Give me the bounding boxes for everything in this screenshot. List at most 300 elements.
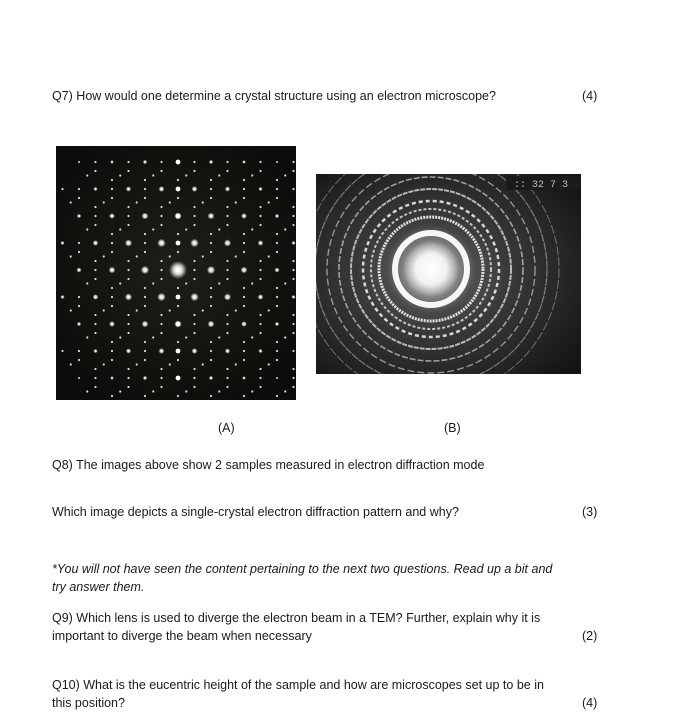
diffraction-spot-minor xyxy=(251,228,253,230)
diffraction-spot-minor xyxy=(177,359,179,361)
diffraction-spot-minor xyxy=(111,242,113,244)
diffraction-spot-minor xyxy=(292,269,294,271)
diffraction-spot-minor xyxy=(119,390,121,392)
diffraction-spot-minor xyxy=(177,233,179,235)
diffraction-spot-minor xyxy=(152,282,154,284)
diffraction-spot-minor xyxy=(94,278,96,280)
diffraction-spot-minor xyxy=(226,332,228,334)
diffraction-spot-minor xyxy=(103,255,105,257)
diffraction-spot-minor xyxy=(144,341,146,343)
diffraction-spot-minor xyxy=(193,269,195,271)
diffraction-spot-minor xyxy=(251,282,253,284)
diffraction-spot-minor xyxy=(210,197,212,199)
diffraction-spot-minor xyxy=(292,278,294,280)
diffraction-spot-minor xyxy=(243,188,245,190)
diffraction-spot-minor xyxy=(226,224,228,226)
diffraction-spot-minor xyxy=(218,174,220,176)
diffraction-spot-minor xyxy=(136,255,138,257)
diffraction-spot-minor xyxy=(160,377,162,379)
diffraction-spot-minor xyxy=(218,228,220,230)
diffraction-spot xyxy=(208,321,215,328)
diffraction-spot-minor xyxy=(86,390,88,392)
diffraction-spot-minor xyxy=(160,323,162,325)
diffraction-spot-minor xyxy=(210,251,212,253)
diffraction-spot-minor xyxy=(127,386,129,388)
diffraction-spot-minor xyxy=(160,206,162,208)
diffraction-spot xyxy=(209,376,213,380)
diffraction-spot-axis xyxy=(176,349,181,354)
diffraction-spot-minor xyxy=(210,395,212,397)
diffraction-spot xyxy=(125,239,132,246)
diffraction-spot xyxy=(142,321,149,328)
diffraction-spot-minor xyxy=(144,395,146,397)
diffraction-spot-minor xyxy=(210,179,212,181)
diffraction-spot-minor xyxy=(103,363,105,365)
diffraction-spot-minor xyxy=(193,170,195,172)
diffraction-spot-minor xyxy=(185,390,187,392)
diffraction-spot-minor xyxy=(177,287,179,289)
diffraction-spot-minor xyxy=(284,390,286,392)
diffraction-spot xyxy=(93,187,97,191)
diffraction-spot-minor xyxy=(152,390,154,392)
diffraction-spot-minor xyxy=(251,390,253,392)
diffraction-spot-minor xyxy=(94,332,96,334)
diffraction-spot xyxy=(159,186,165,192)
diffraction-spot-minor xyxy=(292,215,294,217)
diffraction-spot-minor xyxy=(259,215,261,217)
diffraction-spot-minor xyxy=(86,336,88,338)
diffraction-spot xyxy=(190,239,198,247)
diffraction-spot-minor xyxy=(193,215,195,217)
note-line-2: try answer them. xyxy=(52,580,145,594)
diffraction-spot-minor xyxy=(152,336,154,338)
diffraction-spot-minor xyxy=(193,323,195,325)
diffraction-spot xyxy=(109,321,115,327)
figure-a-caption: (A) xyxy=(218,421,235,435)
diffraction-spot xyxy=(225,348,230,353)
diffraction-spot-minor xyxy=(218,390,220,392)
diffraction-spot-minor xyxy=(136,201,138,203)
diffraction-spot-minor xyxy=(193,224,195,226)
diffraction-spot xyxy=(258,187,262,191)
diffraction-spot-minor xyxy=(127,314,129,316)
diffraction-spot-minor xyxy=(210,233,212,235)
diffraction-spot xyxy=(61,350,64,353)
diffraction-spot-minor xyxy=(119,174,121,176)
diffraction-spot xyxy=(292,188,295,191)
diffraction-spot-minor xyxy=(144,179,146,181)
diffraction-spot-minor xyxy=(193,260,195,262)
diffraction-spot xyxy=(157,239,165,247)
diffraction-spot-minor xyxy=(226,368,228,370)
diffraction-spot-minor xyxy=(177,197,179,199)
q7-marks: (4) xyxy=(582,89,598,103)
diffraction-spot-minor xyxy=(185,336,187,338)
diffraction-spot-minor xyxy=(210,305,212,307)
diffraction-spot-minor xyxy=(94,323,96,325)
diffraction-spot-minor xyxy=(243,341,245,343)
diffraction-spot xyxy=(76,267,81,272)
figure-b-ring-pattern xyxy=(316,174,581,374)
diffraction-spot-minor xyxy=(169,363,171,365)
diffraction-spot-minor xyxy=(111,350,113,352)
diffraction-spot-minor xyxy=(119,336,121,338)
diffraction-spot-minor xyxy=(235,255,237,257)
diffraction-spot-minor xyxy=(144,188,146,190)
diffraction-spot-minor xyxy=(86,174,88,176)
diffraction-spot-minor xyxy=(243,359,245,361)
diffraction-spot-minor xyxy=(218,336,220,338)
diffraction-spot-minor xyxy=(94,224,96,226)
diffraction-spot-minor xyxy=(226,161,228,163)
diffraction-spot-minor xyxy=(177,395,179,397)
diffraction-spot-minor xyxy=(235,201,237,203)
diffraction-spot-minor xyxy=(210,296,212,298)
q9-line-1: Q9) Which lens is used to diverge the electron beam in a TEM? Further, explain why it is xyxy=(52,611,541,625)
diffraction-spot-minor xyxy=(111,341,113,343)
diffraction-spot-minor xyxy=(226,377,228,379)
diffraction-spot-minor xyxy=(103,201,105,203)
diffraction-spot-minor xyxy=(160,314,162,316)
diffraction-spot-minor xyxy=(193,206,195,208)
diffraction-spot-minor xyxy=(226,215,228,217)
diffraction-spot xyxy=(190,293,198,301)
diffraction-spot-minor xyxy=(226,170,228,172)
q10-line-2: this position? xyxy=(52,696,125,710)
diffraction-spot xyxy=(258,294,264,300)
diffraction-spot-minor xyxy=(210,350,212,352)
diffraction-spot-minor xyxy=(243,233,245,235)
diffraction-spot-minor xyxy=(259,323,261,325)
diffraction-spot-minor xyxy=(160,368,162,370)
diffraction-spot-minor xyxy=(210,341,212,343)
diffraction-spot-minor xyxy=(94,215,96,217)
diffraction-spot-minor xyxy=(70,309,72,311)
diffraction-spot-minor xyxy=(292,260,294,262)
q9-line-2: important to diverge the beam when necessary xyxy=(52,629,312,643)
diffraction-spot-minor xyxy=(226,206,228,208)
diffraction-spot-minor xyxy=(111,233,113,235)
diffraction-spot-minor xyxy=(193,278,195,280)
diffraction-spot-minor xyxy=(259,260,261,262)
diffraction-spot-axis xyxy=(176,187,181,192)
diffraction-spot xyxy=(208,213,215,220)
diffraction-spot xyxy=(275,322,279,326)
diffraction-spot-minor xyxy=(160,224,162,226)
diffraction-spot-minor xyxy=(259,269,261,271)
diffraction-spot-axis xyxy=(176,241,181,246)
diffraction-spot-minor xyxy=(160,332,162,334)
diffraction-spot-minor xyxy=(268,309,270,311)
diffraction-spot-minor xyxy=(284,336,286,338)
diffraction-spot-minor xyxy=(243,305,245,307)
diffraction-spot-minor xyxy=(111,296,113,298)
diffraction-spot-minor xyxy=(127,215,129,217)
diffraction-spot-minor xyxy=(243,287,245,289)
diffraction-spot-minor xyxy=(144,350,146,352)
diffraction-spot-minor xyxy=(210,242,212,244)
diffraction-spot-minor xyxy=(284,282,286,284)
diffraction-spot-minor xyxy=(78,350,80,352)
diffraction-spot-minor xyxy=(160,215,162,217)
diffraction-spot-minor xyxy=(111,188,113,190)
diffraction-spot-minor xyxy=(226,314,228,316)
diffraction-spot-minor xyxy=(94,206,96,208)
diffraction-spot-minor xyxy=(78,197,80,199)
q9-marks: (2) xyxy=(582,629,598,643)
diffraction-spot-minor xyxy=(70,255,72,257)
diffraction-spot xyxy=(258,240,264,246)
diffraction-spot-minor xyxy=(276,359,278,361)
diffraction-spot xyxy=(77,214,81,218)
diffraction-spot-minor xyxy=(160,170,162,172)
diffraction-spot-minor xyxy=(193,368,195,370)
diffraction-spot-minor xyxy=(259,161,261,163)
diffraction-spot xyxy=(242,160,246,164)
diffraction-spot-minor xyxy=(111,305,113,307)
diffraction-spot xyxy=(157,293,165,301)
diffraction-spot xyxy=(143,160,147,164)
diffraction-spot-minor xyxy=(276,179,278,181)
diffraction-spot-minor xyxy=(94,260,96,262)
diffraction-spot-minor xyxy=(210,359,212,361)
diffraction-spot-minor xyxy=(284,228,286,230)
diffraction-spot-axis xyxy=(176,214,181,219)
diffraction-spot xyxy=(276,161,279,164)
diffraction-spot-minor xyxy=(86,282,88,284)
diffraction-spot-minor xyxy=(111,287,113,289)
diffraction-spot xyxy=(209,160,213,164)
diffraction-spot-axis xyxy=(176,268,181,273)
note-line-1: *You will not have seen the content pertaining to the next two questions. Read up a bit and xyxy=(52,562,553,576)
diffraction-spot-minor xyxy=(127,161,129,163)
diffraction-spot-minor xyxy=(94,386,96,388)
diffraction-spot xyxy=(225,186,230,191)
diffraction-spot-minor xyxy=(94,161,96,163)
diffraction-spot-minor xyxy=(226,260,228,262)
diffraction-spot-minor xyxy=(177,179,179,181)
diffraction-spot-minor xyxy=(226,386,228,388)
diffraction-spot-minor xyxy=(276,233,278,235)
diffraction-spot-minor xyxy=(292,170,294,172)
diffraction-spot-minor xyxy=(152,228,154,230)
diffraction-spot-minor xyxy=(86,228,88,230)
diffraction-spot-minor xyxy=(276,350,278,352)
diffraction-spot-minor xyxy=(160,278,162,280)
diffraction-spot-minor xyxy=(259,278,261,280)
diffraction-spot xyxy=(60,241,64,245)
diffraction-spot-minor xyxy=(193,386,195,388)
diffraction-spot xyxy=(125,293,132,300)
diffraction-spot-minor xyxy=(152,174,154,176)
diffraction-spot-minor xyxy=(136,363,138,365)
diffraction-spot-minor xyxy=(276,287,278,289)
diffraction-spot-minor xyxy=(70,201,72,203)
diffraction-spot xyxy=(192,186,198,192)
diffraction-spot xyxy=(192,348,198,354)
diffraction-spot-minor xyxy=(160,161,162,163)
diffraction-spot xyxy=(241,213,247,219)
diffraction-spot-minor xyxy=(259,386,261,388)
diffraction-spot-minor xyxy=(210,287,212,289)
diffraction-spot-minor xyxy=(243,296,245,298)
diffraction-spot xyxy=(224,293,231,300)
diffraction-spot xyxy=(77,322,81,326)
diffraction-spot-minor xyxy=(144,305,146,307)
diffraction-spot-minor xyxy=(144,242,146,244)
diffraction-spot-minor xyxy=(185,174,187,176)
diffraction-spot-minor xyxy=(94,269,96,271)
diffraction-spot-minor xyxy=(94,377,96,379)
diffraction-spot-minor xyxy=(202,363,204,365)
diffraction-spot-minor xyxy=(276,341,278,343)
diffraction-spot xyxy=(143,376,147,380)
diffraction-spot-minor xyxy=(144,197,146,199)
diffraction-spot-minor xyxy=(94,170,96,172)
diffraction-spot-minor xyxy=(259,206,261,208)
diffraction-spot-minor xyxy=(127,224,129,226)
diffraction-spot-minor xyxy=(268,201,270,203)
diffraction-spot xyxy=(93,294,99,300)
diffraction-spot-minor xyxy=(268,255,270,257)
diffraction-spot-minor xyxy=(243,251,245,253)
diffraction-spot xyxy=(275,214,279,218)
q7-text: Q7) How would one determine a crystal structure using an electron microscope? xyxy=(52,89,496,103)
diffraction-spot-minor xyxy=(177,341,179,343)
diffraction-spot-minor xyxy=(226,323,228,325)
diffraction-spot-minor xyxy=(160,386,162,388)
diffraction-spot-minor xyxy=(218,282,220,284)
diffraction-spot xyxy=(141,266,149,274)
figure-b-caption: (B) xyxy=(444,421,461,435)
diffraction-spot xyxy=(93,349,97,353)
diffraction-spot-minor xyxy=(78,305,80,307)
diffraction-spot-minor xyxy=(259,170,261,172)
diffraction-spot-minor xyxy=(243,242,245,244)
diffraction-spot-minor xyxy=(202,255,204,257)
diffraction-spot-minor xyxy=(276,395,278,397)
diffraction-spot-minor xyxy=(292,161,294,163)
diffraction-spot-minor xyxy=(111,197,113,199)
diffraction-spot-minor xyxy=(111,359,113,361)
diffraction-spot xyxy=(126,186,131,191)
diffraction-spot xyxy=(241,321,247,327)
diffraction-spot xyxy=(274,267,279,272)
diffraction-spot-minor xyxy=(119,282,121,284)
diffraction-spot-minor xyxy=(235,309,237,311)
diffraction-spot-minor xyxy=(193,314,195,316)
diffraction-spot xyxy=(61,188,64,191)
diffraction-spot xyxy=(110,376,114,380)
diffraction-spot-minor xyxy=(177,305,179,307)
diffraction-spot-minor xyxy=(292,368,294,370)
diffraction-spot-minor xyxy=(127,377,129,379)
diffraction-spot xyxy=(109,213,115,219)
diffraction-spot-minor xyxy=(276,305,278,307)
diffraction-spot xyxy=(276,377,279,380)
diffraction-spot-minor xyxy=(144,359,146,361)
diffraction-spot-minor xyxy=(127,260,129,262)
diffraction-spot-minor xyxy=(78,296,80,298)
diffraction-spot-minor xyxy=(169,255,171,257)
diffraction-spot-minor xyxy=(259,368,261,370)
diffraction-spot-minor xyxy=(160,269,162,271)
diffraction-spot-minor xyxy=(136,309,138,311)
figure-a-spot-pattern xyxy=(56,146,296,400)
diffraction-spot-minor xyxy=(127,170,129,172)
diffraction-spot-minor xyxy=(78,188,80,190)
diffraction-spot xyxy=(78,377,81,380)
diffraction-spot-minor xyxy=(94,368,96,370)
diffraction-spot-minor xyxy=(193,332,195,334)
diffraction-spot-minor xyxy=(276,197,278,199)
diffraction-spot xyxy=(207,266,215,274)
diffraction-spot-minor xyxy=(127,206,129,208)
diffraction-spot xyxy=(292,350,295,353)
diffraction-spot xyxy=(242,376,246,380)
diffraction-spot-minor xyxy=(235,363,237,365)
diffraction-spot-minor xyxy=(169,309,171,311)
diffraction-spot-axis xyxy=(176,160,181,165)
diffraction-spot xyxy=(142,213,149,220)
diffraction-spot xyxy=(60,295,64,299)
diffraction-spot-minor xyxy=(243,350,245,352)
diffraction-spot-minor xyxy=(193,161,195,163)
diffraction-spot-minor xyxy=(169,201,171,203)
diffraction-spot-minor xyxy=(268,363,270,365)
diffraction-spot-minor xyxy=(292,314,294,316)
diffraction-spot-minor xyxy=(144,233,146,235)
diffraction-spot-minor xyxy=(127,332,129,334)
diffraction-spot-minor xyxy=(185,228,187,230)
diffraction-spot-minor xyxy=(210,188,212,190)
diffraction-spot xyxy=(126,348,131,353)
diffraction-spot xyxy=(78,161,81,164)
diffraction-spot-minor xyxy=(144,287,146,289)
diffraction-spot-minor xyxy=(251,174,253,176)
diffraction-spot-minor xyxy=(202,309,204,311)
diffraction-spot-minor xyxy=(193,377,195,379)
diffraction-spot-minor xyxy=(127,368,129,370)
diffraction-spot-minor xyxy=(202,201,204,203)
diffraction-spot-minor xyxy=(292,386,294,388)
diffraction-spot-minor xyxy=(103,309,105,311)
diffraction-spot-minor xyxy=(111,179,113,181)
diffraction-spot-minor xyxy=(127,269,129,271)
diffraction-spot-minor xyxy=(292,224,294,226)
scale-readout: :: 32 7 3 xyxy=(514,180,569,191)
diffraction-spot-minor xyxy=(259,224,261,226)
diffraction-spot-minor xyxy=(276,188,278,190)
q10-marks: (4) xyxy=(582,696,598,710)
diffraction-spot-minor xyxy=(177,251,179,253)
diffraction-spot-minor xyxy=(251,336,253,338)
diffraction-spot-minor xyxy=(276,242,278,244)
diffraction-spot-minor xyxy=(127,278,129,280)
diffraction-spot-minor xyxy=(144,251,146,253)
diffraction-spot-minor xyxy=(185,282,187,284)
diffraction-spot xyxy=(224,239,231,246)
q8-question: Which image depicts a single-crystal electron diffraction pattern and why? xyxy=(52,505,459,519)
diffraction-spot-minor xyxy=(276,296,278,298)
diffraction-spot-minor xyxy=(259,314,261,316)
diffraction-spot-minor xyxy=(284,174,286,176)
diffraction-spot-minor xyxy=(243,179,245,181)
diffraction-spot-axis xyxy=(176,295,181,300)
diffraction-spot-minor xyxy=(226,278,228,280)
diffraction-spot xyxy=(109,267,116,274)
diffraction-spot xyxy=(258,349,262,353)
